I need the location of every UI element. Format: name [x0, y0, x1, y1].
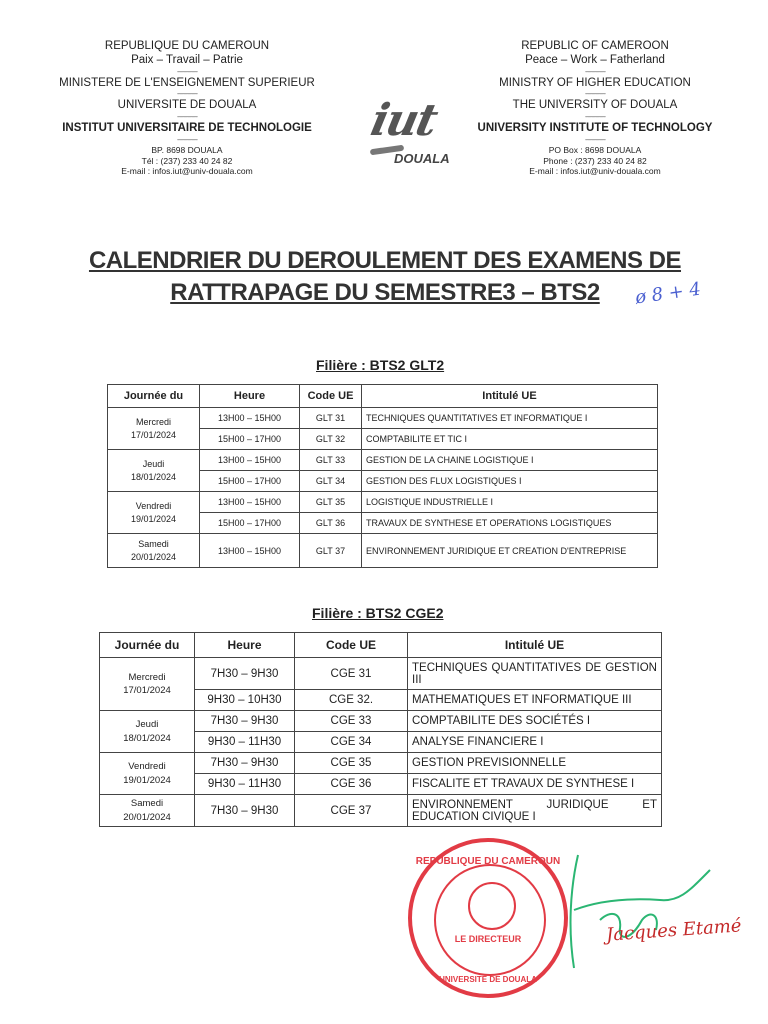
col-header-day: Journée du	[108, 385, 200, 408]
motto-en: Peace – Work – Fatherland	[525, 53, 665, 66]
title-line-1: CALENDRIER DU DEROULEMENT DES EXAMENS DE	[88, 247, 682, 274]
code-cell: CGE 34	[295, 732, 408, 753]
code-cell: GLT 37	[300, 534, 362, 568]
col-header-time: Heure	[195, 633, 295, 658]
institute-fr: INSTITUT UNIVERSITAIRE DE TECHNOLOGIE	[62, 122, 312, 135]
title-cell: ENVIRONNEMENT JURIDIQUE ET CREATION D'ENTREPRISE	[362, 534, 658, 568]
title-cell: TECHNIQUES QUANTITATIVES DE GESTION III	[408, 658, 662, 690]
filiere-title-glt2: Filière : BTS2 GLT2	[316, 357, 445, 373]
official-stamp	[408, 838, 568, 998]
time-cell: 9H30 – 11H30	[195, 732, 295, 753]
separator: ---------------	[177, 68, 197, 76]
phone-en: Phone : (237) 233 40 24 82	[543, 155, 647, 166]
ministry-fr: MINISTERE DE L'ENSEIGNEMENT SUPERIEUR	[59, 76, 315, 89]
col-header-title: Intitulé UE	[408, 633, 662, 658]
title-cell: ANALYSE FINANCIERE I	[408, 732, 662, 753]
separator: ---------------	[177, 91, 197, 99]
time-cell: 9H30 – 11H30	[195, 774, 295, 795]
address-fr: BP. 8698 DOUALA	[151, 144, 223, 155]
col-header-code: Code UE	[300, 385, 362, 408]
signature-stroke	[571, 855, 710, 968]
code-cell: GLT 35	[300, 492, 362, 513]
day-name: Mercredi	[135, 416, 171, 427]
code-cell: CGE 37	[295, 795, 408, 827]
table-row	[108, 534, 658, 568]
title-line-2: RATTRAPAGE DU SEMESTRE3 – BTS2	[170, 279, 600, 306]
country-fr: REPUBLIQUE DU CAMEROUN	[104, 40, 270, 52]
time-cell: 9H30 – 10H30	[195, 690, 295, 711]
title-cell: LOGISTIQUE INDUSTRIELLE I	[362, 492, 658, 513]
time-cell: 13H00 – 15H00	[200, 450, 300, 471]
code-cell: CGE 35	[295, 753, 408, 774]
signatory-name: Jacques Etamé	[605, 915, 743, 946]
title-cell: ENVIRONNEMENT JURIDIQUE ET EDUCATION CIVIQUE I	[408, 795, 662, 827]
time-cell: 7H30 – 9H30	[195, 795, 295, 827]
filiere-title-cge2: Filière : BTS2 CGE2	[312, 605, 444, 621]
title-cell: COMPTABILITE DES SOCIÉTÉS I	[408, 711, 662, 732]
email-en: E-mail : infos.iut@univ-douala.com	[529, 166, 661, 177]
institute-en: UNIVERSITY INSTITUTE OF TECHNOLOGY	[477, 122, 713, 135]
day-date: 19/01/2024	[130, 513, 177, 524]
separator: ---------------	[585, 114, 605, 122]
email-fr: E-mail : infos.iut@univ-douala.com	[121, 166, 253, 177]
table-row	[100, 795, 662, 827]
document-title	[60, 245, 710, 309]
code-cell: CGE 33	[295, 711, 408, 732]
day-name: Jeudi	[135, 719, 159, 731]
code-cell: CGE 36	[295, 774, 408, 795]
handwritten-note: ø 8 + 4	[633, 278, 703, 309]
table-row	[108, 408, 658, 429]
code-cell: GLT 31	[300, 408, 362, 429]
table-row	[100, 658, 662, 690]
separator: ---------------	[177, 136, 197, 144]
time-cell: 15H00 – 17H00	[200, 429, 300, 450]
day-name: Samedi	[138, 538, 169, 549]
title-cell: MATHEMATIQUES ET INFORMATIQUE III	[408, 690, 662, 711]
day-cell	[108, 492, 200, 534]
time-cell: 13H00 – 15H00	[200, 534, 300, 568]
separator: ---------------	[585, 91, 605, 99]
header-left	[42, 40, 332, 177]
phone-fr: Tél : (237) 233 40 24 82	[141, 155, 233, 166]
table-header-row	[100, 633, 662, 658]
code-cell: CGE 31	[295, 658, 408, 690]
title-cell: COMPTABILITE ET TIC I	[362, 429, 658, 450]
university-en: THE UNIVERSITY OF DOUALA	[512, 99, 678, 112]
title-cell: GESTION DES FLUX LOGISTIQUES I	[362, 471, 658, 492]
day-cell	[100, 795, 195, 827]
title-cell: GESTION DE LA CHAINE LOGISTIQUE I	[362, 450, 658, 471]
day-date: 20/01/2024	[130, 551, 177, 562]
day-cell	[100, 658, 195, 711]
country-en: REPUBLIC OF CAMEROON	[521, 40, 669, 52]
time-cell: 7H30 – 9H30	[195, 753, 295, 774]
stamp-director-text: LE DIRECTEUR	[454, 934, 522, 944]
day-date: 20/01/2024	[123, 811, 171, 823]
code-cell: CGE 32.	[295, 690, 408, 711]
code-cell: GLT 34	[300, 471, 362, 492]
code-cell: GLT 32	[300, 429, 362, 450]
code-cell: GLT 36	[300, 513, 362, 534]
table-row	[100, 753, 662, 774]
motto-fr: Paix – Travail – Patrie	[131, 53, 243, 66]
day-name: Samedi	[130, 798, 164, 810]
separator: ---------------	[177, 114, 197, 122]
time-cell: 7H30 – 9H30	[195, 658, 295, 690]
day-date: 19/01/2024	[123, 774, 171, 786]
day-cell	[100, 753, 195, 795]
day-name: Vendredi	[128, 761, 166, 773]
day-date: 17/01/2024	[123, 685, 171, 696]
exam-table-cge2	[99, 632, 662, 827]
exam-table-glt2	[107, 384, 658, 568]
stamp-emblem-icon	[468, 882, 516, 930]
day-name: Jeudi	[142, 458, 165, 469]
logo-city: DOUALA	[394, 151, 450, 166]
col-header-code: Code UE	[295, 633, 408, 658]
title-cell: FISCALITE ET TRAVAUX DE SYNTHESE I	[408, 774, 662, 795]
address-en: PO Box : 8698 DOUALA	[548, 144, 642, 155]
title-cell: GESTION PREVISIONNELLE	[408, 753, 662, 774]
university-fr: UNIVERSITE DE DOUALA	[117, 99, 257, 112]
day-cell	[108, 408, 200, 450]
ministry-en: MINISTRY OF HIGHER EDUCATION	[499, 76, 691, 89]
day-cell	[100, 711, 195, 753]
day-name: Mercredi	[128, 671, 166, 683]
time-cell: 7H30 – 9H30	[195, 711, 295, 732]
time-cell: 13H00 – 15H00	[200, 408, 300, 429]
col-header-time: Heure	[200, 385, 300, 408]
table-header-row	[108, 385, 658, 408]
day-cell	[108, 450, 200, 492]
logo-mark: iut	[366, 95, 441, 146]
separator: ---------------	[585, 68, 605, 76]
day-date: 17/01/2024	[130, 429, 177, 440]
header-right	[450, 40, 740, 177]
time-cell: 15H00 – 17H00	[200, 513, 300, 534]
table-row	[100, 711, 662, 732]
title-cell: TRAVAUX DE SYNTHESE ET OPERATIONS LOGISTIQUES	[362, 513, 658, 534]
separator: ---------------	[585, 136, 605, 144]
day-cell	[108, 534, 200, 568]
day-name: Vendredi	[135, 500, 172, 511]
stamp-bottom-text: UNIVERSITE DE DOUALA	[439, 975, 537, 984]
table-row	[108, 492, 658, 513]
day-date: 18/01/2024	[130, 471, 177, 482]
time-cell: 13H00 – 15H00	[200, 492, 300, 513]
iut-logo	[364, 95, 454, 175]
table-row	[108, 450, 658, 471]
col-header-day: Journée du	[100, 633, 195, 658]
title-cell: TECHNIQUES QUANTITATIVES ET INFORMATIQUE I	[362, 408, 658, 429]
stamp-top-text: REPUBLIQUE DU CAMEROUN	[415, 856, 561, 867]
code-cell: GLT 33	[300, 450, 362, 471]
col-header-title: Intitulé UE	[362, 385, 658, 408]
time-cell: 15H00 – 17H00	[200, 471, 300, 492]
day-date: 18/01/2024	[123, 732, 171, 744]
